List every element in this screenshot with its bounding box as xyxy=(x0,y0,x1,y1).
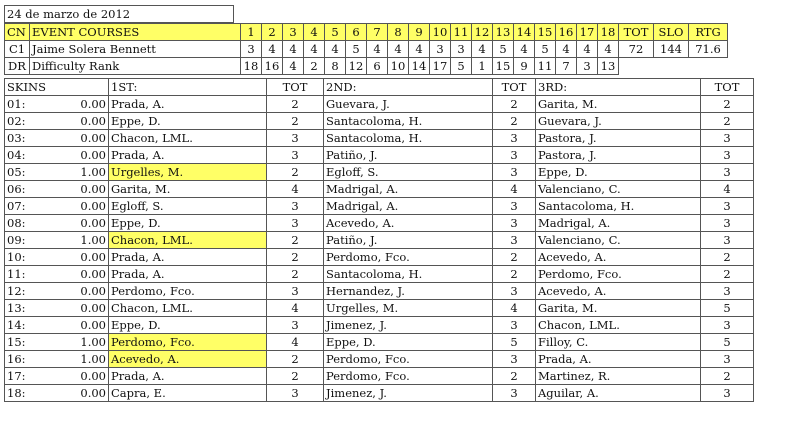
third-place-player: Filloy, C. xyxy=(536,334,701,351)
header-hole: 8 xyxy=(388,24,409,41)
third-place-player: Valenciano, C. xyxy=(536,181,701,198)
first-place-player: Prada, A. xyxy=(109,249,267,266)
rank-value: 16 xyxy=(262,58,283,75)
course-slo: 144 xyxy=(654,41,689,58)
header-tot-first: TOT xyxy=(267,79,324,96)
first-place-player: Egloff, S. xyxy=(109,198,267,215)
skins-row xyxy=(5,215,754,232)
third-place-score: 3 xyxy=(701,215,754,232)
skins-row xyxy=(5,266,754,283)
third-place-player: Pastora, J. xyxy=(536,147,701,164)
first-place-score: 2 xyxy=(267,96,324,113)
report-date: 24 de marzo de 2012 xyxy=(5,6,234,23)
course-table xyxy=(4,23,728,75)
first-place-score: 2 xyxy=(267,351,324,368)
rank-value: 2 xyxy=(304,58,325,75)
header-slo: SLO xyxy=(654,24,689,41)
course-header-row xyxy=(5,24,728,41)
skins-amount: 0.00 xyxy=(39,368,109,385)
third-place-player: Acevedo, A. xyxy=(536,249,701,266)
first-place-player: Prada, A. xyxy=(109,266,267,283)
third-place-player: Pastora, J. xyxy=(536,130,701,147)
third-place-score: 3 xyxy=(701,130,754,147)
skins-amount: 0.00 xyxy=(39,96,109,113)
skins-hole: 10: xyxy=(5,249,40,266)
rank-name: Difficulty Rank xyxy=(30,58,241,75)
rank-value: 3 xyxy=(577,58,598,75)
first-place-score: 3 xyxy=(267,198,324,215)
course-name: Jaime Solera Bennett xyxy=(30,41,241,58)
third-place-player: Chacon, LML. xyxy=(536,317,701,334)
rank-value: 12 xyxy=(346,58,367,75)
skins-amount: 0.00 xyxy=(39,198,109,215)
skins-hole: 11: xyxy=(5,266,40,283)
course-par: 4 xyxy=(577,41,598,58)
third-place-player: Martinez, R. xyxy=(536,368,701,385)
course-par: 3 xyxy=(241,41,262,58)
header-hole: 3 xyxy=(283,24,304,41)
course-code: C1 xyxy=(5,41,30,58)
skins-amount: 0.00 xyxy=(39,147,109,164)
first-place-score: 4 xyxy=(267,181,324,198)
header-hole: 15 xyxy=(535,24,556,41)
skins-hole: 09: xyxy=(5,232,40,249)
rank-value: 6 xyxy=(367,58,388,75)
third-place-score: 2 xyxy=(701,249,754,266)
rank-value: 10 xyxy=(388,58,409,75)
course-par: 3 xyxy=(430,41,451,58)
skins-amount: 1.00 xyxy=(39,334,109,351)
skins-hole: 12: xyxy=(5,283,40,300)
second-place-player: Madrigal, A. xyxy=(324,181,493,198)
skins-amount: 0.00 xyxy=(39,113,109,130)
third-place-score: 3 xyxy=(701,351,754,368)
third-place-player: Valenciano, C. xyxy=(536,232,701,249)
third-place-score: 2 xyxy=(701,96,754,113)
header-hole: 4 xyxy=(304,24,325,41)
first-place-score: 2 xyxy=(267,113,324,130)
skins-row xyxy=(5,164,754,181)
skins-amount: 0.00 xyxy=(39,283,109,300)
second-place-player: Patiño, J. xyxy=(324,232,493,249)
second-place-player: Urgelles, M. xyxy=(324,300,493,317)
skins-amount: 1.00 xyxy=(39,164,109,181)
skins-row xyxy=(5,147,754,164)
header-hole: 10 xyxy=(430,24,451,41)
first-place-score: 3 xyxy=(267,317,324,334)
header-tot-third: TOT xyxy=(701,79,754,96)
header-hole: 14 xyxy=(514,24,535,41)
first-place-player: Prada, A. xyxy=(109,368,267,385)
third-place-player: Guevara, J. xyxy=(536,113,701,130)
skins-hole: 14: xyxy=(5,317,40,334)
first-place-score: 3 xyxy=(267,283,324,300)
skins-amount: 0.00 xyxy=(39,130,109,147)
first-place-score: 4 xyxy=(267,300,324,317)
third-place-player: Perdomo, Fco. xyxy=(536,266,701,283)
skins-row xyxy=(5,317,754,334)
third-place-score: 3 xyxy=(701,283,754,300)
skins-row xyxy=(5,198,754,215)
second-place-player: Jimenez, J. xyxy=(324,385,493,402)
second-place-score: 2 xyxy=(493,368,536,385)
skins-amount: 1.00 xyxy=(39,232,109,249)
skins-row xyxy=(5,181,754,198)
skins-table xyxy=(4,78,754,402)
first-place-player: Prada, A. xyxy=(109,147,267,164)
second-place-score: 3 xyxy=(493,232,536,249)
first-place-player: Acevedo, A. xyxy=(109,351,267,368)
third-place-score: 3 xyxy=(701,164,754,181)
skins-hole: 15: xyxy=(5,334,40,351)
second-place-score: 2 xyxy=(493,96,536,113)
second-place-score: 2 xyxy=(493,266,536,283)
second-place-player: Egloff, S. xyxy=(324,164,493,181)
second-place-player: Eppe, D. xyxy=(324,334,493,351)
second-place-player: Jimenez, J. xyxy=(324,317,493,334)
header-hole: 11 xyxy=(451,24,472,41)
header-hole: 7 xyxy=(367,24,388,41)
course-par: 5 xyxy=(535,41,556,58)
second-place-score: 3 xyxy=(493,283,536,300)
skins-amount: 0.00 xyxy=(39,181,109,198)
course-par: 4 xyxy=(409,41,430,58)
course-par: 4 xyxy=(304,41,325,58)
first-place-score: 4 xyxy=(267,334,324,351)
first-place-player: Eppe, D. xyxy=(109,317,267,334)
skins-row xyxy=(5,351,754,368)
first-place-player: Perdomo, Fco. xyxy=(109,283,267,300)
date-table xyxy=(4,5,234,23)
rank-code: DR xyxy=(5,58,30,75)
course-rtg: 71.6 xyxy=(689,41,728,58)
first-place-player: Chacon, LML. xyxy=(109,130,267,147)
first-place-score: 2 xyxy=(267,368,324,385)
first-place-score: 2 xyxy=(267,249,324,266)
skins-row xyxy=(5,283,754,300)
course-par: 4 xyxy=(325,41,346,58)
second-place-score: 2 xyxy=(493,113,536,130)
third-place-score: 3 xyxy=(701,317,754,334)
skins-amount: 0.00 xyxy=(39,385,109,402)
second-place-score: 3 xyxy=(493,130,536,147)
skins-hole: 03: xyxy=(5,130,40,147)
header-skins: SKINS xyxy=(5,79,109,96)
first-place-score: 3 xyxy=(267,215,324,232)
header-first: 1ST: xyxy=(109,79,267,96)
second-place-player: Perdomo, Fco. xyxy=(324,351,493,368)
first-place-player: Prada, A. xyxy=(109,96,267,113)
rank-value: 7 xyxy=(556,58,577,75)
course-par: 4 xyxy=(262,41,283,58)
first-place-score: 3 xyxy=(267,385,324,402)
rank-value: 14 xyxy=(409,58,430,75)
rank-value: 4 xyxy=(283,58,304,75)
course-par: 4 xyxy=(598,41,619,58)
course-par: 4 xyxy=(367,41,388,58)
skins-hole: 05: xyxy=(5,164,40,181)
skins-header-row xyxy=(5,79,754,96)
skins-row xyxy=(5,130,754,147)
header-event: EVENT COURSES xyxy=(30,24,241,41)
second-place-score: 3 xyxy=(493,215,536,232)
third-place-score: 3 xyxy=(701,385,754,402)
skins-hole: 06: xyxy=(5,181,40,198)
header-hole: 16 xyxy=(556,24,577,41)
course-par: 4 xyxy=(388,41,409,58)
third-place-player: Prada, A. xyxy=(536,351,701,368)
rank-value: 5 xyxy=(451,58,472,75)
third-place-score: 5 xyxy=(701,300,754,317)
second-place-score: 5 xyxy=(493,334,536,351)
third-place-score: 4 xyxy=(701,181,754,198)
rank-value: 9 xyxy=(514,58,535,75)
second-place-score: 3 xyxy=(493,164,536,181)
second-place-score: 3 xyxy=(493,317,536,334)
header-hole: 12 xyxy=(472,24,493,41)
skins-row xyxy=(5,113,754,130)
skins-hole: 02: xyxy=(5,113,40,130)
header-hole: 2 xyxy=(262,24,283,41)
header-hole: 9 xyxy=(409,24,430,41)
first-place-score: 2 xyxy=(267,266,324,283)
third-place-score: 2 xyxy=(701,113,754,130)
skins-amount: 0.00 xyxy=(39,317,109,334)
course-tot: 72 xyxy=(619,41,654,58)
skins-hole: 01: xyxy=(5,96,40,113)
course-par: 3 xyxy=(451,41,472,58)
skins-hole: 17: xyxy=(5,368,40,385)
second-place-score: 4 xyxy=(493,181,536,198)
second-place-score: 3 xyxy=(493,147,536,164)
skins-row xyxy=(5,334,754,351)
header-hole: 17 xyxy=(577,24,598,41)
second-place-player: Perdomo, Fco. xyxy=(324,368,493,385)
second-place-score: 2 xyxy=(493,249,536,266)
first-place-player: Garita, M. xyxy=(109,181,267,198)
rank-value: 8 xyxy=(325,58,346,75)
skins-amount: 0.00 xyxy=(39,249,109,266)
third-place-player: Garita, M. xyxy=(536,300,701,317)
skins-row xyxy=(5,96,754,113)
third-place-score: 3 xyxy=(701,147,754,164)
header-hole: 5 xyxy=(325,24,346,41)
course-par: 5 xyxy=(493,41,514,58)
header-hole: 13 xyxy=(493,24,514,41)
first-place-player: Capra, E. xyxy=(109,385,267,402)
skins-body xyxy=(5,96,754,402)
rank-value: 13 xyxy=(598,58,619,75)
first-place-score: 2 xyxy=(267,164,324,181)
skins-hole: 13: xyxy=(5,300,40,317)
skins-row xyxy=(5,368,754,385)
header-hole: 6 xyxy=(346,24,367,41)
skins-row xyxy=(5,232,754,249)
skins-amount: 0.00 xyxy=(39,300,109,317)
rank-value: 18 xyxy=(241,58,262,75)
rank-value: 17 xyxy=(430,58,451,75)
course-par: 4 xyxy=(514,41,535,58)
course-par: 4 xyxy=(472,41,493,58)
rank-value: 1 xyxy=(472,58,493,75)
skins-row xyxy=(5,300,754,317)
second-place-score: 4 xyxy=(493,300,536,317)
rank-value: 11 xyxy=(535,58,556,75)
header-hole: 18 xyxy=(598,24,619,41)
skins-row xyxy=(5,249,754,266)
header-third: 3RD: xyxy=(536,79,701,96)
first-place-player: Perdomo, Fco. xyxy=(109,334,267,351)
first-place-player: Chacon, LML. xyxy=(109,232,267,249)
skins-hole: 16: xyxy=(5,351,40,368)
second-place-player: Madrigal, A. xyxy=(324,198,493,215)
header-tot-second: TOT xyxy=(493,79,536,96)
course-par: 4 xyxy=(556,41,577,58)
first-place-score: 2 xyxy=(267,232,324,249)
first-place-score: 3 xyxy=(267,147,324,164)
first-place-player: Urgelles, M. xyxy=(109,164,267,181)
course-par: 4 xyxy=(283,41,304,58)
first-place-player: Eppe, D. xyxy=(109,215,267,232)
course-row xyxy=(5,41,728,58)
third-place-player: Eppe, D. xyxy=(536,164,701,181)
skins-amount: 1.00 xyxy=(39,351,109,368)
header-hole: 1 xyxy=(241,24,262,41)
skins-amount: 0.00 xyxy=(39,215,109,232)
rank-row xyxy=(5,58,728,75)
header-rtg: RTG xyxy=(689,24,728,41)
rank-value: 15 xyxy=(493,58,514,75)
header-cn: CN xyxy=(5,24,30,41)
second-place-score: 3 xyxy=(493,351,536,368)
first-place-score: 3 xyxy=(267,130,324,147)
second-place-score: 3 xyxy=(493,385,536,402)
second-place-player: Acevedo, A. xyxy=(324,215,493,232)
first-place-player: Eppe, D. xyxy=(109,113,267,130)
third-place-player: Garita, M. xyxy=(536,96,701,113)
header-tot: TOT xyxy=(619,24,654,41)
second-place-player: Hernandez, J. xyxy=(324,283,493,300)
header-second: 2ND: xyxy=(324,79,493,96)
second-place-player: Guevara, J. xyxy=(324,96,493,113)
course-par: 5 xyxy=(346,41,367,58)
second-place-player: Santacoloma, H. xyxy=(324,266,493,283)
skins-hole: 08: xyxy=(5,215,40,232)
third-place-player: Aguilar, A. xyxy=(536,385,701,402)
third-place-player: Madrigal, A. xyxy=(536,215,701,232)
second-place-score: 3 xyxy=(493,198,536,215)
third-place-score: 2 xyxy=(701,266,754,283)
second-place-player: Perdomo, Fco. xyxy=(324,249,493,266)
third-place-score: 3 xyxy=(701,232,754,249)
third-place-score: 3 xyxy=(701,198,754,215)
third-place-player: Santacoloma, H. xyxy=(536,198,701,215)
third-place-score: 2 xyxy=(701,368,754,385)
skins-hole: 04: xyxy=(5,147,40,164)
skins-hole: 18: xyxy=(5,385,40,402)
third-place-player: Acevedo, A. xyxy=(536,283,701,300)
second-place-player: Patiño, J. xyxy=(324,147,493,164)
skins-amount: 0.00 xyxy=(39,266,109,283)
second-place-player: Santacoloma, H. xyxy=(324,113,493,130)
third-place-score: 5 xyxy=(701,334,754,351)
skins-row xyxy=(5,385,754,402)
second-place-player: Santacoloma, H. xyxy=(324,130,493,147)
first-place-player: Chacon, LML. xyxy=(109,300,267,317)
skins-hole: 07: xyxy=(5,198,40,215)
